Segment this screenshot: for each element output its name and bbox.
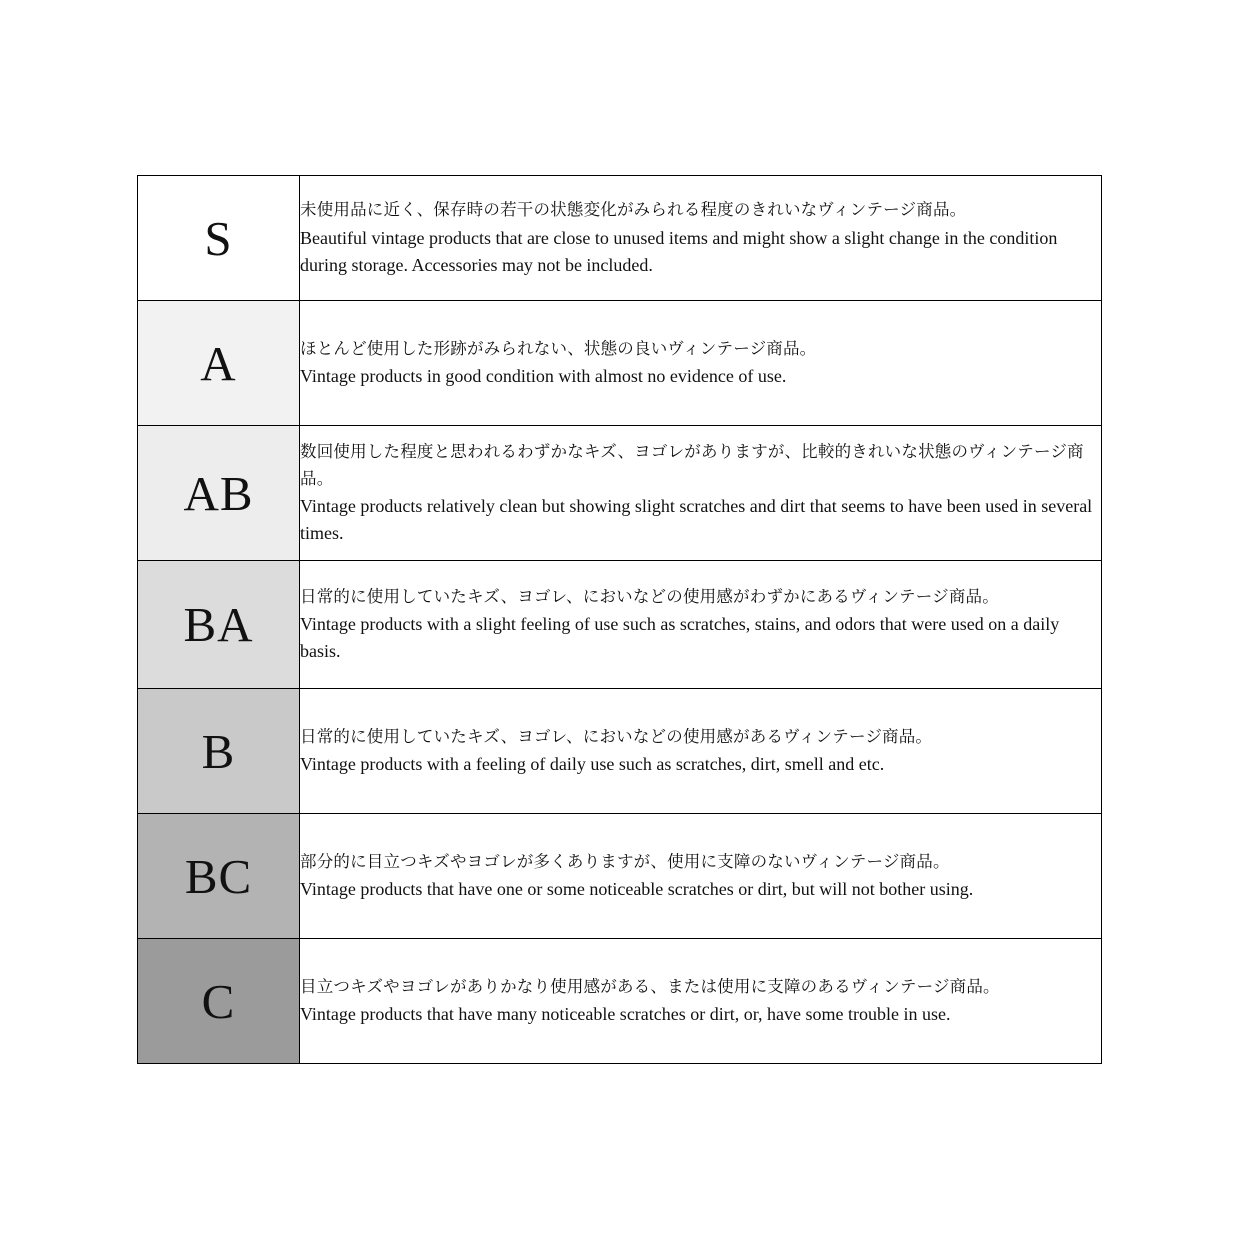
description-japanese: 未使用品に近く、保存時の若干の状態変化がみられる程度のきれいなヴィンテージ商品。 bbox=[300, 200, 967, 220]
table-row bbox=[138, 814, 1102, 939]
description-english: Vintage products that have many noticeable scratches or dirt, or, have some trouble in use. bbox=[300, 1004, 951, 1025]
description-english: Vintage products that have one or some noticeable scratches or dirt, but will not bother using. bbox=[300, 879, 974, 900]
table-row bbox=[138, 176, 1102, 301]
description-cell bbox=[300, 939, 1102, 1064]
grade-label-cell: BA bbox=[138, 561, 300, 689]
grade-label-cell: BC bbox=[138, 814, 300, 939]
grade-label-cell: B bbox=[138, 689, 300, 814]
table-row bbox=[138, 939, 1102, 1064]
description-english: Beautiful vintage products that are close to unused items and might show a slight change in the condition during storage. Accessories may not be included. bbox=[300, 227, 1058, 275]
description-cell bbox=[300, 301, 1102, 426]
description-english: Vintage products relatively clean but showing slight scratches and dirt that seems to have been used in several times. bbox=[300, 495, 1093, 543]
description-japanese: 目立つキズやヨゴレがありかなり使用感がある、または使用に支障のあるヴィンテージ商品。 bbox=[300, 976, 1000, 996]
description-cell bbox=[300, 426, 1102, 561]
grade-label-cell: S bbox=[138, 176, 300, 301]
description-cell bbox=[300, 561, 1102, 689]
description-cell bbox=[300, 176, 1102, 301]
table-row bbox=[138, 301, 1102, 426]
description-english: Vintage products in good condition with almost no evidence of use. bbox=[300, 366, 787, 387]
grade-label-cell: C bbox=[138, 939, 300, 1064]
table-row bbox=[138, 561, 1102, 689]
table-row bbox=[138, 426, 1102, 561]
grade-label-cell: A bbox=[138, 301, 300, 426]
description-japanese: 数回使用した程度と思われるわずかなキズ、ヨゴレがありますが、比較的きれいな状態のヴィンテージ商品。 bbox=[300, 442, 1084, 488]
description-english: Vintage products with a slight feeling of use such as scratches, stains, and odors that were used on a daily basis. bbox=[300, 614, 1060, 662]
table-row bbox=[138, 689, 1102, 814]
grade-label-cell: AB bbox=[138, 426, 300, 561]
description-cell bbox=[300, 814, 1102, 939]
description-japanese: ほとんど使用した形跡がみられない、状態の良いヴィンテージ商品。 bbox=[300, 338, 817, 358]
description-japanese: 日常的に使用していたキズ、ヨゴレ、においなどの使用感がわずかにあるヴィンテージ商品。 bbox=[300, 586, 999, 606]
description-english: Vintage products with a feeling of daily use such as scratches, dirt, smell and etc. bbox=[300, 754, 885, 775]
description-cell bbox=[300, 689, 1102, 814]
description-japanese: 日常的に使用していたキズ、ヨゴレ、においなどの使用感があるヴィンテージ商品。 bbox=[300, 726, 933, 746]
condition-grade-table bbox=[137, 175, 1102, 1064]
description-japanese: 部分的に目立つキズやヨゴレが多くありますが、使用に支障のないヴィンテージ商品。 bbox=[300, 851, 950, 871]
